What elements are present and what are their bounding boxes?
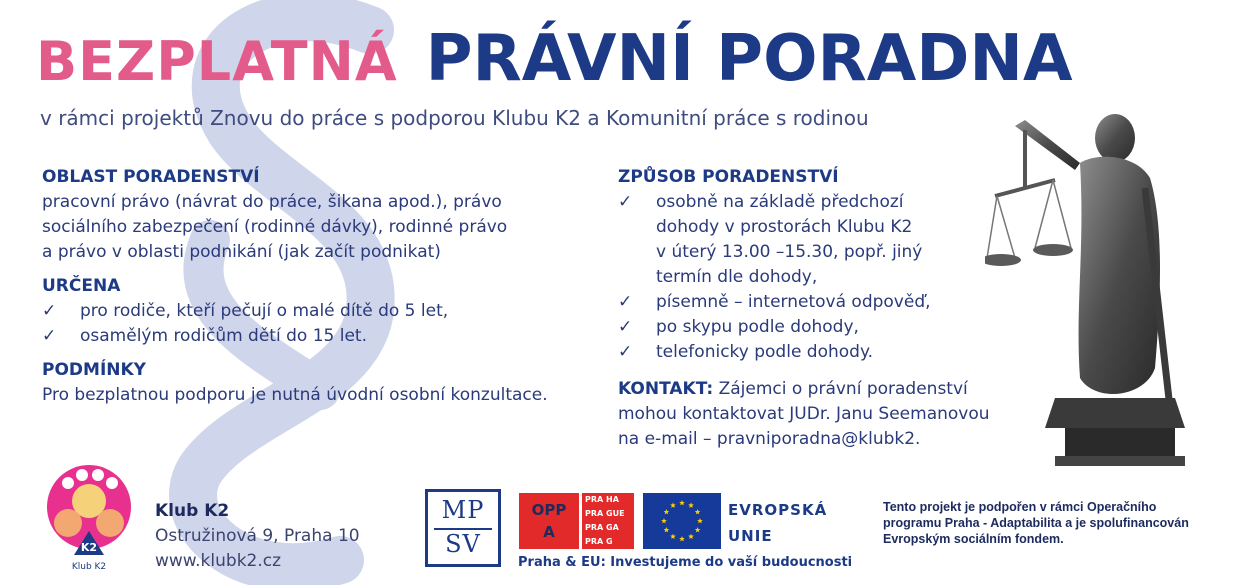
list-item-text	[656, 190, 1048, 290]
praha-logo-line: PRA GUE	[585, 509, 625, 518]
oppa-logo-line: A	[543, 523, 555, 541]
kontakt-text: Zájemci o právní poradenství	[718, 379, 968, 399]
klub-contact-info	[155, 499, 360, 574]
title-legal-advice: PRÁVNÍ PORADNA	[425, 22, 1073, 96]
eu-label	[728, 497, 827, 549]
eu-label-line: EVROPSKÁ	[728, 501, 828, 519]
eu-label-line: UNIE	[728, 527, 773, 545]
check-icon: ✓	[618, 292, 633, 312]
list-item-text: pro rodiče, kteří pečují o malé dítě do 5 let,	[80, 301, 449, 321]
klub-logo-badge: K2	[80, 541, 98, 554]
right-column	[618, 164, 1048, 460]
list-item-text: písemně – internetová odpověď,	[656, 292, 931, 312]
praha-logo-line: PRA G	[585, 537, 613, 546]
heading-zpusob: ZPŮSOB PORADENSTVÍ	[618, 167, 839, 187]
klub-address: Ostružinová 9, Praha 10	[155, 526, 360, 546]
oblast-line: a právo v oblasti podnikání (jak začít podnikat)	[42, 242, 441, 262]
list-item-line: termín dle dohody,	[656, 267, 818, 287]
check-icon: ✓	[42, 326, 57, 346]
list-item-line: osobně na základě předchozí	[656, 192, 904, 212]
heading-urcena: URČENA	[42, 276, 121, 296]
list-item	[618, 190, 1048, 290]
list-item	[42, 299, 612, 324]
check-icon: ✓	[618, 317, 633, 337]
kontakt-text: mohou kontaktovat JUDr. Janu Seemanovou	[618, 404, 990, 424]
footer	[0, 455, 1240, 585]
section-urcena	[42, 273, 612, 349]
project-funding-note: Tento projekt je podpořen v rámci Operačního programu Praha - Adaptabilita a je spolufinancován Evropským sociálním fondem.	[883, 500, 1189, 546]
eu-flag-icon	[643, 493, 721, 549]
list-item	[618, 290, 1048, 315]
mpsv-logo-line: SV	[445, 530, 481, 558]
praha-logo-line: PRA GA	[585, 523, 619, 532]
left-column	[42, 164, 612, 416]
page-title	[36, 22, 1073, 96]
section-kontakt	[618, 377, 1048, 452]
check-icon: ✓	[42, 301, 57, 321]
list-item	[618, 340, 1048, 365]
title-free: BEZPLATNÁ	[36, 30, 398, 93]
praha-logo-line: PRA HA	[585, 495, 619, 504]
list-item-text: telefonicky podle dohody.	[656, 342, 874, 362]
podminky-text: Pro bezplatnou podporu je nutná úvodní osobní konzultace.	[42, 385, 548, 405]
list-item-line: dohody v prostorách Klubu K2	[656, 217, 913, 237]
list-item-text: po skypu podle dohody,	[656, 317, 859, 337]
heading-podminky: PODMÍNKY	[42, 360, 146, 380]
section-zpusob	[618, 164, 1048, 365]
kontakt-label: KONTAKT:	[618, 379, 714, 399]
list-item-text: osamělým rodičům dětí do 15 let.	[80, 326, 367, 346]
oppa-logo-line: OPP	[531, 501, 567, 519]
check-icon: ✓	[618, 192, 633, 212]
klub-k2-logo	[44, 461, 134, 573]
praha-logo	[582, 493, 634, 549]
oblast-line: sociálního zabezpečení (rodinné dávky), rodinné právo	[42, 217, 508, 237]
section-podminky	[42, 357, 612, 408]
oblast-line: pracovní právo (návrat do práce, šikana apod.), právo	[42, 192, 502, 212]
mpsv-logo	[425, 489, 501, 567]
check-icon: ✓	[618, 342, 633, 362]
list-item	[42, 324, 612, 349]
mpsv-logo-line: MP	[441, 496, 485, 524]
klub-website-link[interactable]: www.klubk2.cz	[155, 551, 282, 571]
section-oblast	[42, 164, 612, 265]
klub-name: Klub K2	[155, 501, 230, 521]
list-item-line: v úterý 13.00 –15.30, popř. jiný	[656, 242, 923, 262]
kontakt-line	[618, 377, 1048, 402]
subtitle: v rámci projektů Znovu do práce s podporou Klubu K2 a Komunitní práce s rodinou	[40, 106, 869, 130]
heading-oblast: OBLAST PORADENSTVÍ	[42, 167, 260, 187]
eu-slogan: Praha & EU: Investujeme do vaší budoucnosti	[518, 555, 853, 570]
klub-logo-caption: Klub K2	[71, 562, 107, 572]
list-item	[618, 315, 1048, 340]
kontakt-email[interactable]: na e-mail – pravniporadna@klubk2.	[618, 429, 921, 449]
oppa-logo	[519, 493, 579, 549]
